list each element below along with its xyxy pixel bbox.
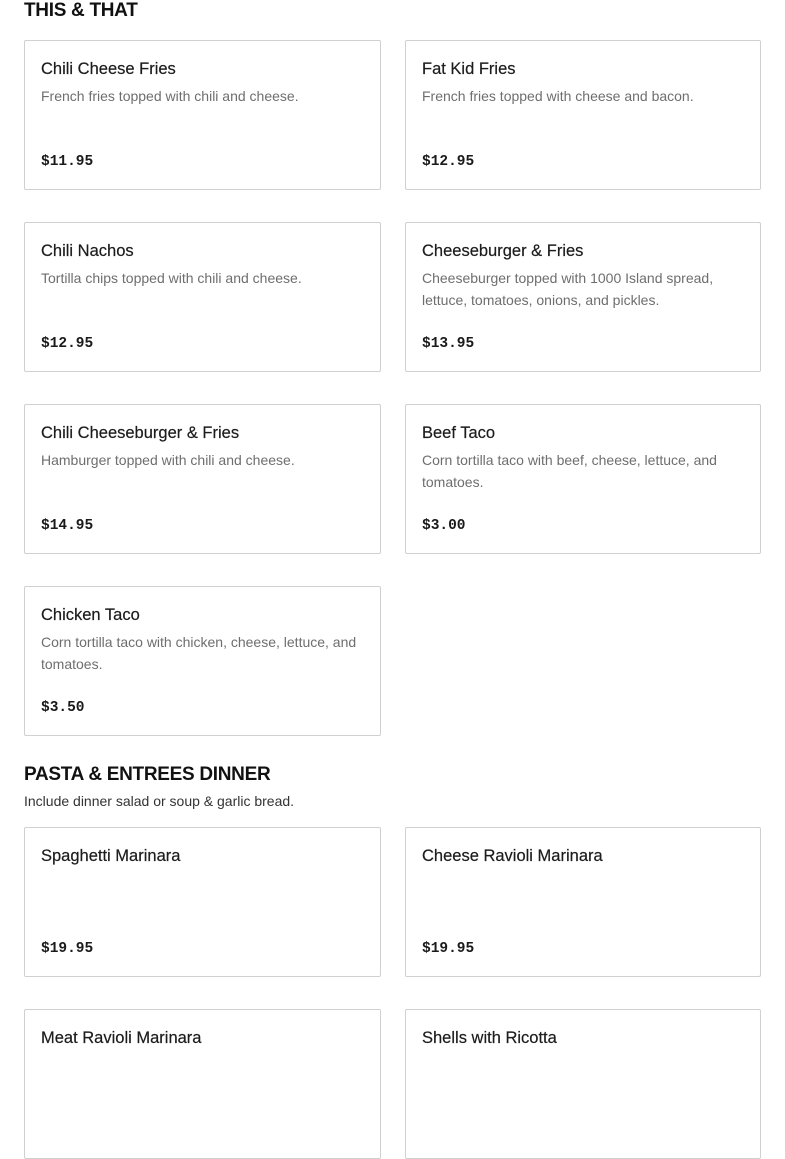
menu-item-description: Corn tortilla taco with beef, cheese, lettuce, and tomatoes. — [422, 452, 717, 490]
menu-item-card[interactable] — [405, 1009, 761, 1159]
menu-item-description: Hamburger topped with chili and cheese. — [41, 452, 295, 468]
menu-item-price: $12.95 — [41, 336, 94, 352]
menu-item-card[interactable] — [24, 404, 381, 554]
menu-item-description: Corn tortilla taco with chicken, cheese, lettuce, and tomatoes. — [41, 634, 357, 672]
menu-item-grid — [24, 827, 761, 1159]
menu-item-card[interactable] — [405, 404, 761, 554]
menu-item-description: French fries topped with cheese and bacon. — [422, 88, 694, 104]
menu-section-pasta-entrees-dinner — [24, 762, 761, 1159]
menu-item-name: Shells with Ricotta — [422, 1029, 557, 1047]
menu-item-name: Meat Ravioli Marinara — [41, 1029, 202, 1047]
menu-item-price: $13.95 — [422, 336, 475, 352]
menu-item-price: $14.95 — [41, 518, 94, 534]
menu-item-card[interactable] — [24, 1009, 381, 1159]
menu-item-name: Spaghetti Marinara — [41, 847, 181, 865]
menu-item-card[interactable] — [24, 40, 381, 190]
section-title: THIS & THAT — [24, 0, 138, 21]
menu-item-description: French fries topped with chili and cheese. — [41, 88, 299, 104]
menu-item-price: $3.00 — [422, 518, 466, 534]
menu-item-price: $19.95 — [41, 941, 94, 957]
menu-item-name: Chicken Taco — [41, 606, 140, 624]
menu-item-name: Fat Kid Fries — [422, 60, 516, 78]
menu-item-card[interactable] — [405, 222, 761, 372]
menu-page — [24, 0, 761, 1159]
menu-item-description: Cheeseburger topped with 1000 Island spread, lettuce, tomatoes, onions, and pickles. — [422, 270, 714, 308]
menu-item-name: Cheese Ravioli Marinara — [422, 847, 603, 865]
menu-item-card[interactable] — [405, 827, 761, 977]
menu-item-card[interactable] — [405, 40, 761, 190]
menu-item-name: Beef Taco — [422, 424, 496, 442]
menu-item-price: $19.95 — [422, 941, 475, 957]
menu-item-card[interactable] — [24, 222, 381, 372]
section-subtitle: Include dinner salad or soup & garlic bread. — [24, 793, 295, 809]
menu-item-price: $11.95 — [41, 154, 94, 170]
menu-item-card[interactable] — [24, 586, 381, 736]
menu-item-name: Chili Nachos — [41, 242, 134, 260]
menu-section-this-and-that — [24, 0, 761, 736]
menu-item-name: Chili Cheese Fries — [41, 60, 176, 78]
menu-item-name: Cheeseburger & Fries — [422, 242, 584, 260]
menu-item-card[interactable] — [24, 827, 381, 977]
menu-item-grid — [24, 40, 761, 736]
section-title: PASTA & ENTREES DINNER — [24, 764, 271, 785]
menu-item-description: Tortilla chips topped with chili and cheese. — [41, 270, 302, 286]
menu-item-price: $3.50 — [41, 700, 85, 716]
menu-item-name: Chili Cheeseburger & Fries — [41, 424, 240, 442]
menu-item-price: $12.95 — [422, 154, 475, 170]
